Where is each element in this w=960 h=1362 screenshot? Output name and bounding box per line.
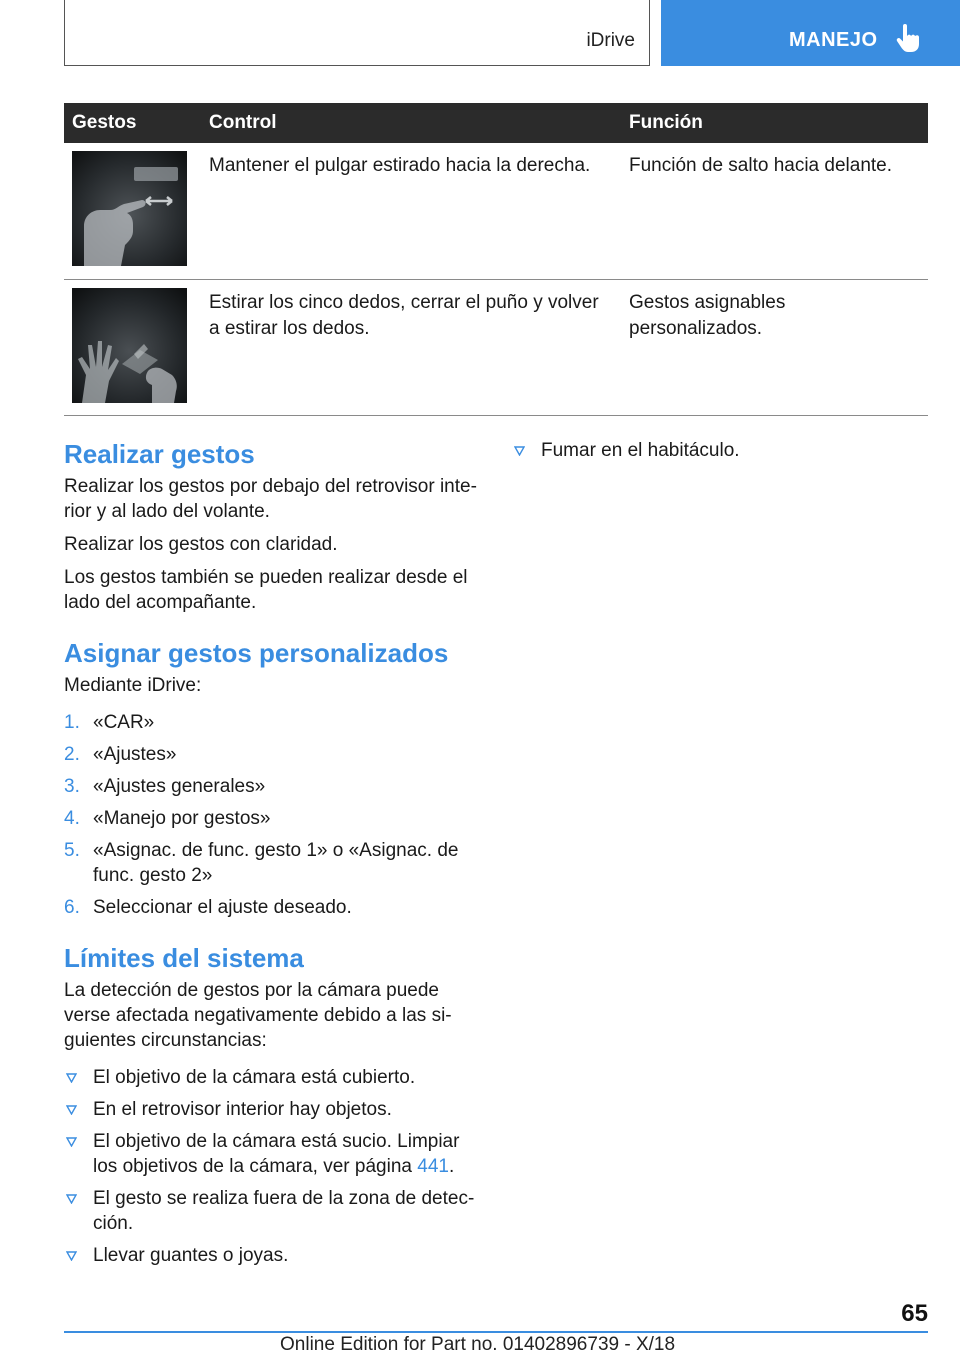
paragraph: Los gestos también se pueden realizar desde el lado del acompañante. <box>64 567 468 613</box>
gesture-function-text: Función de salto hacia delante. <box>621 143 928 279</box>
step-number: 3. <box>64 776 80 797</box>
gesture-image-cell <box>64 279 201 415</box>
triangle-bullet-icon <box>66 1073 77 1083</box>
triangle-bullet-icon <box>66 1194 77 1204</box>
section-label: iDrive <box>586 30 635 51</box>
list-item <box>64 1097 479 1122</box>
step-text: Seleccionar el ajuste deseado. <box>93 897 352 918</box>
open-close-hand-gesture-image <box>72 288 187 403</box>
table-header-gestos: Gestos <box>64 103 201 143</box>
bullet-text: El objetivo de la cámara está cubierto. <box>93 1067 416 1088</box>
table-row <box>64 279 928 415</box>
bullet-list <box>512 438 928 463</box>
list-item <box>64 1243 479 1268</box>
step-number: 2. <box>64 744 80 765</box>
step-number: 6. <box>64 897 80 918</box>
page-number: 65 <box>901 1300 928 1327</box>
bullet-list <box>64 1065 479 1268</box>
triangle-bullet-icon <box>66 1251 77 1261</box>
section-realizar-gestos <box>64 438 479 615</box>
section-asignar-gestos <box>64 637 479 920</box>
right-column <box>512 438 928 470</box>
table-row <box>64 143 928 279</box>
step-text: «Ajustes» <box>93 744 177 765</box>
left-column <box>64 438 479 1290</box>
table-header-funcion: Función <box>621 103 928 143</box>
section-limites-sistema <box>64 942 479 1268</box>
list-item <box>64 806 479 831</box>
gesture-control-text: Estirar los cinco dedos, cerrar el puño y volver a estirar los dedos. <box>201 279 621 415</box>
paragraph: Realizar los gestos por debajo del retrovisor inte-rior y al lado del volante. <box>64 476 477 522</box>
list-item <box>64 838 479 888</box>
section-title: Asignar gestos personalizados <box>64 638 449 668</box>
footer-edition-text: Online Edition for Part no. 01402896739 - X/18 <box>280 1334 676 1355</box>
steps-list <box>64 710 479 920</box>
triangle-bullet-icon <box>66 1137 77 1147</box>
gesture-table <box>64 103 928 416</box>
bullet-text: En el retrovisor interior hay objetos. <box>93 1099 392 1120</box>
paragraph: Mediante iDrive: <box>64 675 202 696</box>
bullet-text-suffix: . <box>448 1156 455 1177</box>
bullet-text: Llevar guantes o joyas. <box>93 1245 289 1266</box>
step-number: 4. <box>64 808 80 829</box>
step-text: «CAR» <box>93 712 155 733</box>
list-item <box>64 1186 479 1236</box>
list-item <box>64 1065 479 1090</box>
page-link-441[interactable]: 441 <box>417 1156 449 1177</box>
gesture-image-cell <box>64 143 201 279</box>
gesture-function-text: Gestos asignables personalizados. <box>621 279 928 415</box>
bullet-text: El gesto se realiza fuera de la zona de detec-ción. <box>93 1188 475 1234</box>
triangle-bullet-icon <box>514 446 525 456</box>
list-item <box>64 895 479 920</box>
step-number: 1. <box>64 712 80 733</box>
step-text: «Asignac. de func. gesto 1» o «Asignac. de func. gesto 2» <box>93 840 459 886</box>
list-item <box>64 774 479 799</box>
list-item <box>64 710 479 735</box>
bullet-text: Fumar en el habitáculo. <box>541 440 740 461</box>
step-number: 5. <box>64 840 80 861</box>
hand-pointer-icon <box>894 24 920 54</box>
section-title: Límites del sistema <box>64 943 304 973</box>
list-item <box>64 742 479 767</box>
table-header-row <box>64 103 928 143</box>
gesture-control-text: Mantener el pulgar estirado hacia la derecha. <box>201 143 621 279</box>
footer-divider <box>64 1331 928 1333</box>
list-item <box>512 438 928 463</box>
chapter-tab[interactable] <box>661 0 960 66</box>
chapter-tab-label: MANEJO <box>789 29 878 51</box>
section-title: Realizar gestos <box>64 439 255 469</box>
paragraph: La detección de gestos por la cámara puede verse afectada negativamente debido a las si-guientes circunstancias: <box>64 980 452 1051</box>
list-item <box>64 1129 479 1179</box>
bullet-text: El objetivo de la cámara está sucio. Limpiar los objetivos de la cámara, ver página <box>93 1131 460 1177</box>
triangle-bullet-icon <box>66 1105 77 1115</box>
table-header-control: Control <box>201 103 621 143</box>
header-section-box <box>64 0 650 66</box>
thumb-right-gesture-image <box>72 151 187 266</box>
step-text: «Manejo por gestos» <box>93 808 271 829</box>
paragraph: Realizar los gestos con claridad. <box>64 534 338 555</box>
step-text: «Ajustes generales» <box>93 776 266 797</box>
